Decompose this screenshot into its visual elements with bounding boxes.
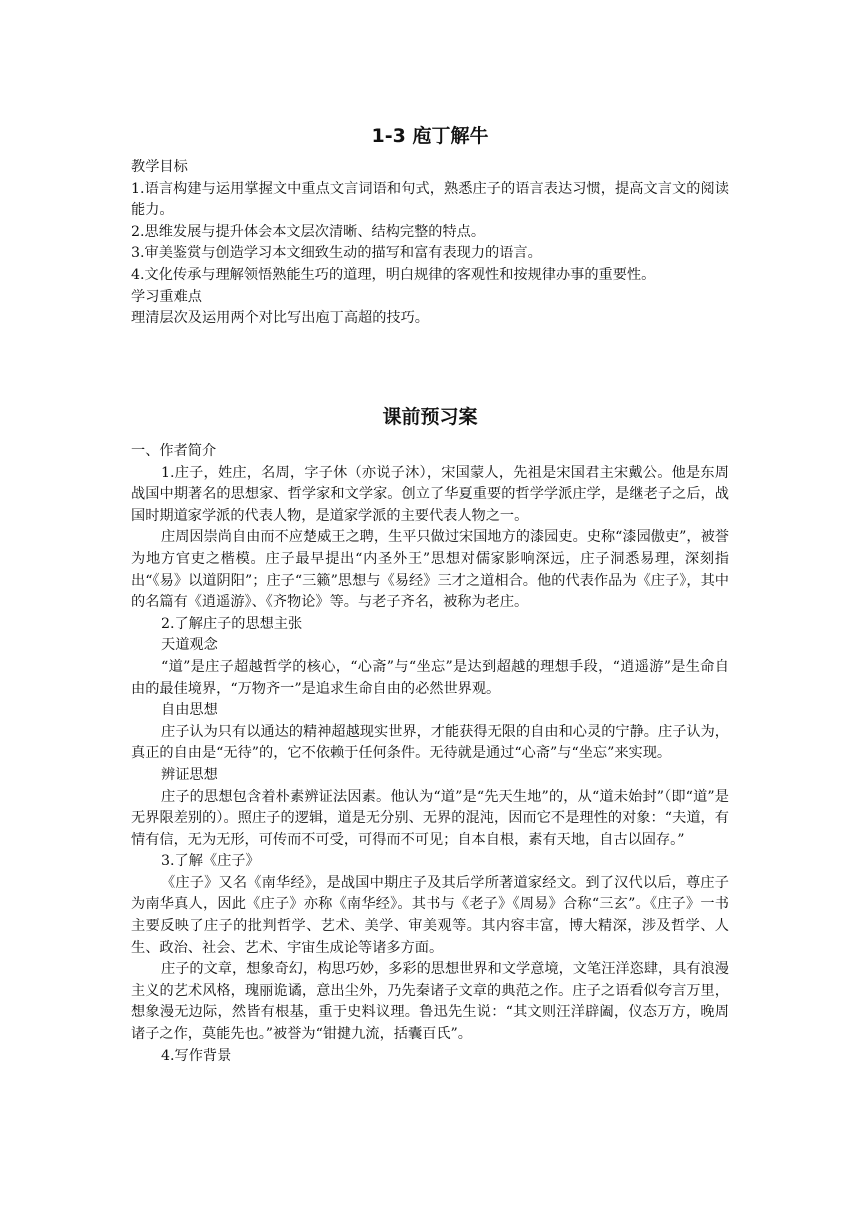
goal-text-1: 掌握文中重点文言词语和句式，熟悉庄子的语言表达习惯，提高文言文的阅读能力。: [131, 180, 729, 219]
thought-3-text: 庄子的思想包含着朴素辨证法因素。他认为“道”是“先天生地”的，从“道未始封”（即“道”是无界限差别的）。照庄子的逻辑，道是无分别、无界的混沌，因而它不是理性的对象：“夫道，有情有信，无为无形，可传而不可受，可得而不可见；自本自根，素有天地，自古以固存。”: [131, 788, 729, 848]
thought-2-text: 庄子认为只有以通达的精神超越现实世界，才能获得无限的自由和心灵的宁静。庄子认为，真正的自由是“无待”的，它不依赖于任何条件。无待就是通过“心斋”与“坐忘”来实现。: [131, 723, 729, 762]
author-life-paragraph: 庄周因崇尚自由而不应楚威王之聘，生平只做过宋国地方的漆园吏。史称“漆园傲吏”，被誉为地方官吏之楷模。庄子最早提出“内圣外王”思想对儒家影响深远，庄子洞悉易理，深刻指出“《易》以道阴阳”；庄子“三籁”思想与《易经》三才之道相合。他的代表作品为《庄子》，其中的名篇有《逍遥游》、《齐物论》等。与老子齐名，被称为老庄。: [131, 529, 729, 611]
goal-label-1: 1.语言构建与运用: [131, 180, 245, 197]
goal-text-4: 领悟熟能生巧的道理，明白规律的客观性和按规律办事的重要性。: [243, 266, 656, 283]
goal-item-3: [131, 243, 729, 265]
goal-label-2: 2.思维发展与提升: [131, 223, 244, 240]
thought-1-text: “道”是庄子超越哲学的核心，“心斋”与“坐忘”是达到超越的理想手段，“逍遥游”是生命自由的最佳境界，“万物齐一”是追求生命自由的必然世界观。: [131, 658, 729, 697]
goal-item-2: [131, 222, 729, 244]
background-heading: 4.写作背景: [161, 1047, 232, 1064]
thought-3-title: 辨证思想: [161, 766, 218, 783]
thought-2-title: 自由思想: [161, 702, 218, 719]
book-intro-paragraph: 《庄子》又名《南华经》，是战国中期庄子及其后学所著道家经文。到了汉代以后，尊庄子为南华真人，因此《庄子》亦称《南华经》。其书与《老子》《周易》合称“三玄”。《庄子》一书主要反映了庄子的批判哲学、艺术、美学、审美观等。其内容丰富，博大精深，涉及哲学、人生、政治、社会、艺术、宇宙生成论等诸多方面。: [131, 874, 729, 956]
goal-item-1: [131, 179, 729, 222]
author-intro-paragraph: 1.庄子，姓庄，名周，字子休（亦说子沐），宋国蒙人，先祖是宋国君主宋戴公。他是东周战国中期著名的思想家、哲学家和文学家。创立了华夏重要的哲学学派庄学，是继老子之后，战国时期道家学派的代表人物，是道家学派的主要代表人物之一。: [131, 464, 729, 524]
book-heading: 3.了解《庄子》: [161, 853, 260, 870]
difficulty-heading: 学习重难点: [131, 288, 202, 305]
lesson-title: 1-3 庖丁解牛: [371, 125, 489, 147]
preview-body: [131, 441, 729, 1067]
thought-heading: 2.了解庄子的思想主张: [161, 615, 303, 632]
goal-text-3: 学习本文细致生动的描写和富有表现力的语言。: [243, 245, 542, 262]
teaching-goals: [131, 157, 729, 330]
goals-heading: 教学目标: [131, 159, 188, 175]
goal-text-2: 体会本文层次清晰、结构完整的特点。: [243, 223, 486, 240]
goal-label-3: 3.审美鉴赏与创造: [131, 245, 244, 262]
preview-title: 课前预习案: [382, 406, 478, 428]
difficulty-text: 理清层次及运用两个对比写出庖丁高超的技巧。: [131, 310, 429, 327]
section-author-heading: 一、作者简介: [131, 443, 217, 459]
goal-label-4: 4.文化传承与理解: [131, 266, 244, 283]
goal-item-4: [131, 265, 729, 287]
book-style-paragraph: 庄子的文章，想象奇幻，构思巧妙，多彩的思想世界和文学意境，文笔汪洋恣肆，具有浪漫主义的艺术风格，瑰丽诡谲，意出尘外，乃先秦诸子文章的典范之作。庄子之语看似夸言万里，想象漫无边际，然皆有根基，重于史料议理。鲁迅先生说：“其文则汪洋辟阖，仪态万方，晚周诸子之作，莫能先也。”被誉为“钳揵九流，括囊百氏”。: [131, 961, 729, 1043]
thought-1-title: 天道观念: [161, 637, 218, 654]
